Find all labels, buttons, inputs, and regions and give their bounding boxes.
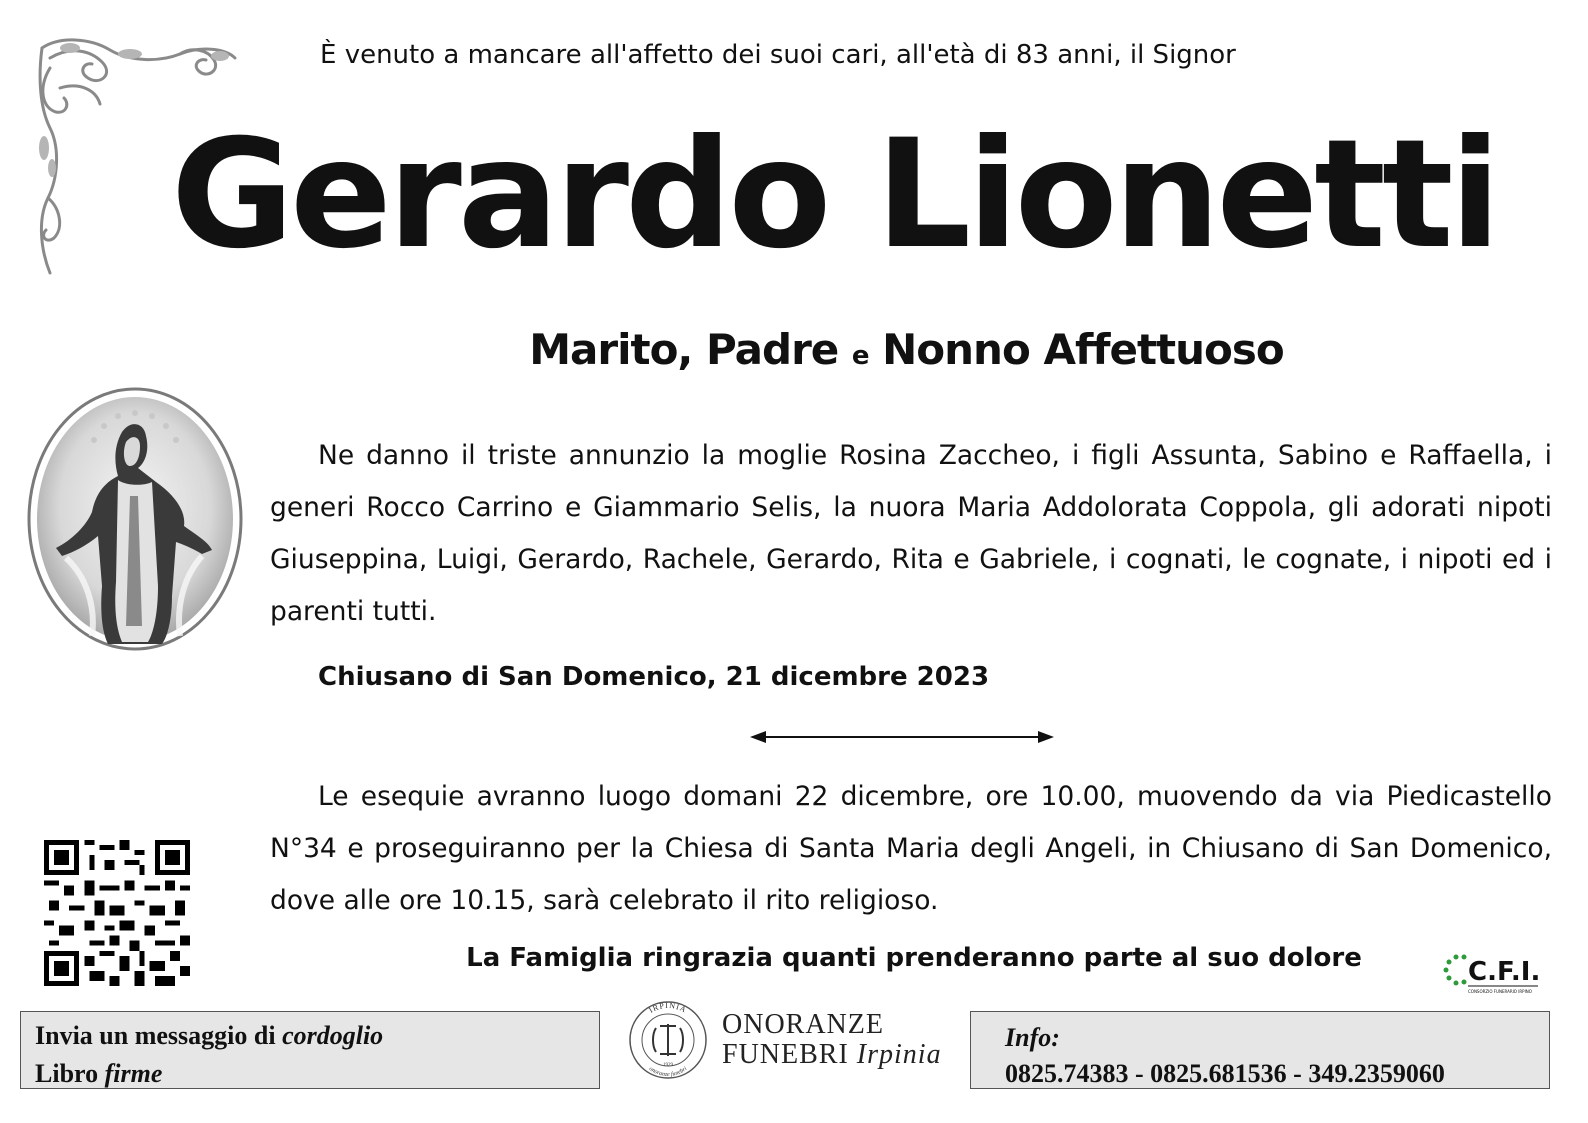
seal-bottom-text: onoranze funebri [647,1065,689,1079]
subtitle-part1: Marito, Padre [529,325,839,374]
funeral-home-line2-italic: Irpinia [856,1039,942,1070]
subtitle-conjunction: e [851,341,869,371]
condolence-box[interactable] [20,1011,600,1089]
place-date: Chiusano di San Domenico, 21 dicembre 2023 [318,662,990,692]
send-condolence-link[interactable]: Invia un messaggio di cordoglio [35,1021,384,1050]
deceased-name: Gerardo Lionetti [170,108,1498,282]
thanks-text: La Famiglia ringrazia quanti prenderanno parte al suo dolore [466,943,1362,973]
funeral-home-seal-logo [618,990,718,1090]
info-label: Info: [1005,1023,1060,1052]
subtitle-part2: Nonno Affettuoso [882,325,1284,374]
funeral-home-line1: ONORANZE [722,1009,884,1040]
seal-top-text: IRPINIA [647,1000,689,1015]
cfi-logo-caption: CONSORZIO FUNERARIO IRPINO [1468,989,1532,994]
seal-year: 1929 [663,1063,673,1068]
cfi-logo-text: C.F.I. [1468,957,1540,987]
subtitle [0,325,1588,374]
cfi-logo [1440,948,1540,996]
announcement-paragraph: Ne danno il triste annunzio la moglie Rosina Zaccheo, i figli Assunta, Sabino e Raffaella, i generi Rocco Carrino e Giammario Selis, la nuora Maria Addolorata Coppola, gli adorati nipoti Giuseppina, Luigi, Gerardo, Rachele, Gerardo, Rita e Gabriele, i cognati, le cognate, i nipoti ed i parenti tutti. [270,440,1552,627]
intro-text: È venuto a mancare all'affetto dei suoi cari, all'età di 83 anni, il Signor [320,40,1236,70]
double-arrow-divider [748,727,1056,747]
info-phones[interactable]: 0825.74383 - 0825.681536 - 349.2359060 [1005,1059,1445,1088]
funeral-home-line2: FUNEBRI [722,1039,849,1070]
guestbook-link[interactable]: Libro firme [35,1059,163,1088]
funeral-paragraph: Le esequie avranno luogo domani 22 dicembre, ore 10.00, muovendo da via Piedicastello N°34 e proseguiranno per la Chiesa di Santa Maria degli Angeli, in Chiusano di San Domenico, dove alle ore 10.15, sarà celebrato il rito religioso. [270,781,1552,916]
madonna-medallion-image [26,386,244,652]
info-box [970,1011,1550,1089]
funeral-home-name [722,1010,942,1070]
